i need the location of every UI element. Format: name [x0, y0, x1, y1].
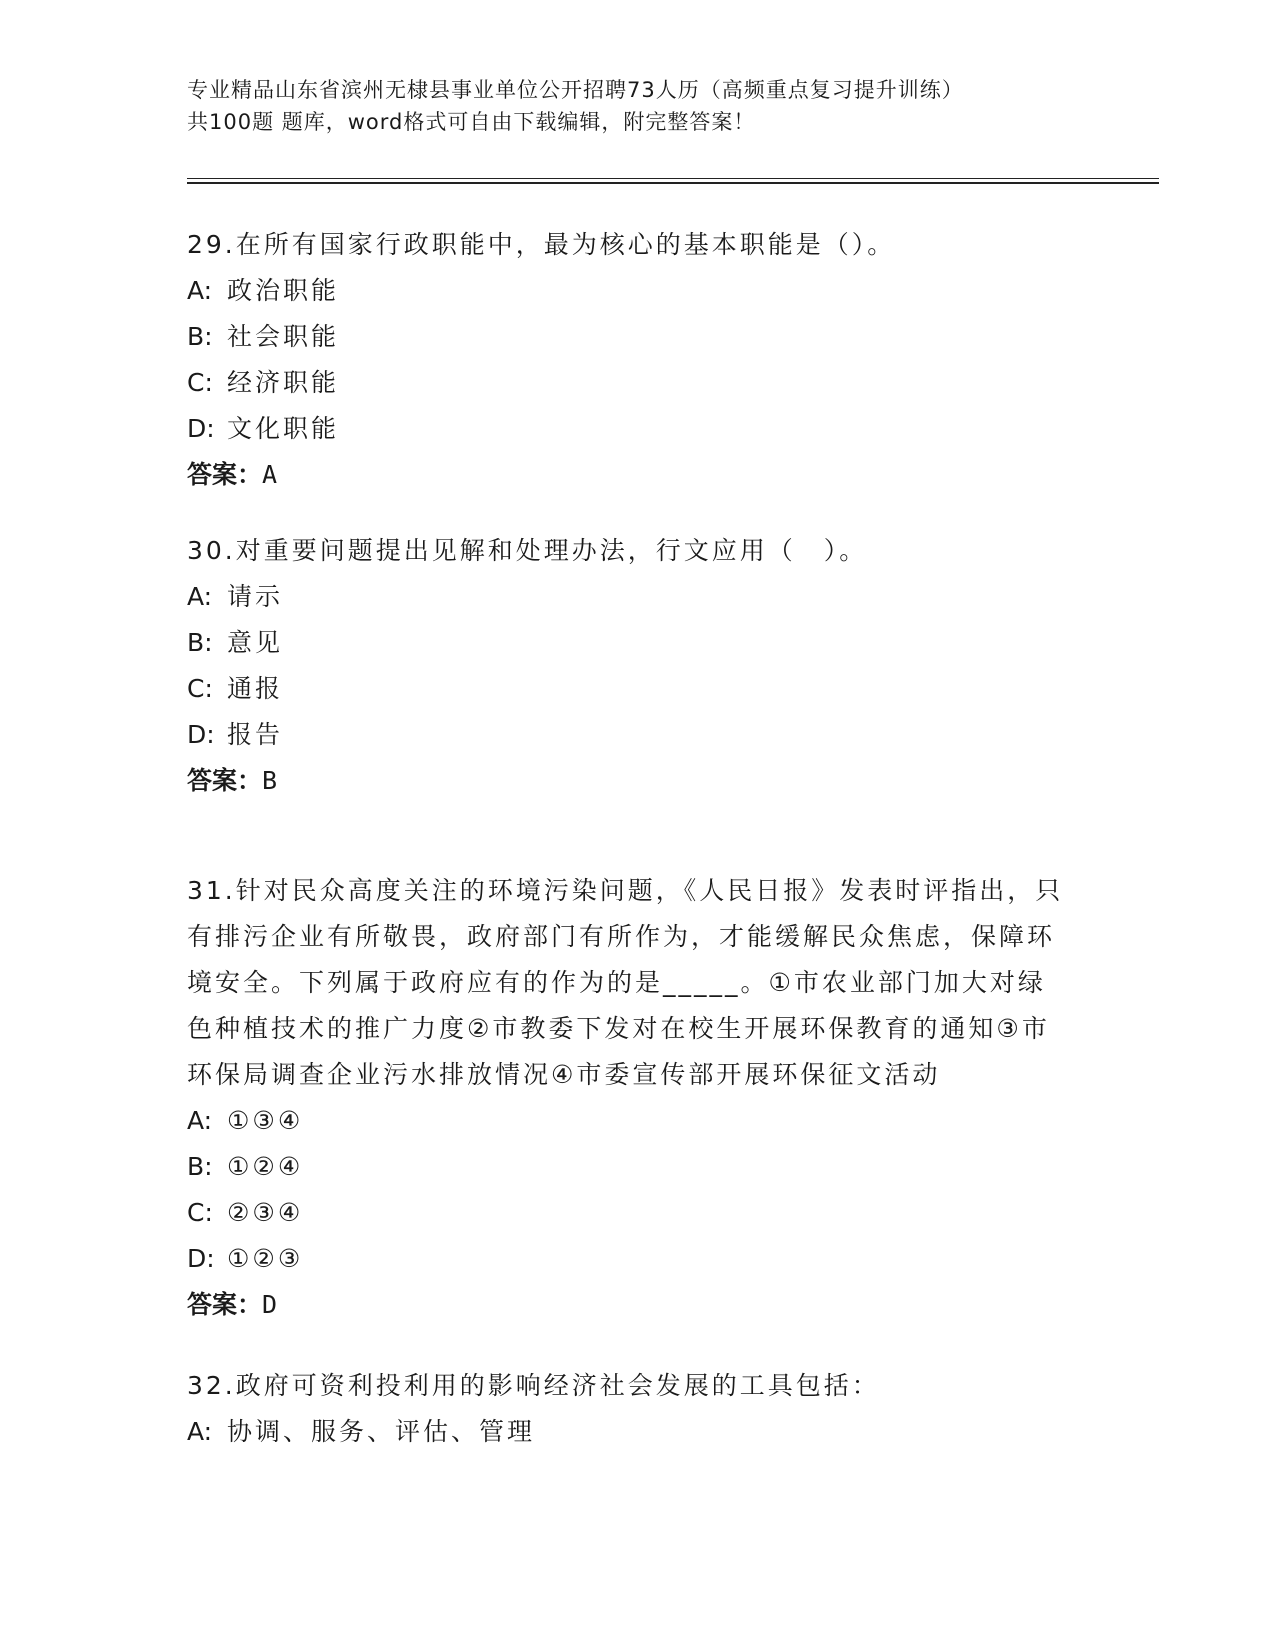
option-key: B:	[187, 628, 213, 657]
option-text: 请示	[227, 582, 284, 611]
option-text: 社会职能	[227, 322, 340, 351]
header-divider-thick	[187, 182, 1159, 184]
option-text: 报告	[227, 720, 284, 749]
question-32	[187, 1363, 1087, 1455]
option-b	[187, 1144, 1067, 1190]
question-stem: 32.政府可资利投利用的影响经济社会发展的工具包括：	[187, 1371, 880, 1400]
header-title-line: 专业精品山东省滨州无棣县事业单位公开招聘73人历（高频重点复习提升训练）	[187, 78, 964, 102]
option-text: 协调、服务、评估、管理	[227, 1417, 536, 1446]
option-key: B:	[187, 1152, 213, 1181]
answer-label: 答案：	[187, 460, 263, 489]
answer-value: B	[262, 766, 278, 795]
header-divider-thin	[187, 178, 1159, 179]
question-stem: 31.针对民众高度关注的环境污染问题，《人民日报》发表时评指出，只有排污企业有所敬畏，政府部门有所作为，才能缓解民众焦虑，保障环境安全。下列属于政府应有的作为的是_____。①市农业部门加大对绿色种植技术的推广力度②市教委下发对在校生开展环保教育的通知③市环保局调查企业污水排放情况④市委宣传部开展环保征文活动	[187, 876, 1064, 1089]
option-key: C:	[187, 674, 213, 703]
answer-value: A	[262, 460, 278, 489]
answer-line	[187, 758, 1087, 804]
option-text: 意见	[227, 628, 284, 657]
page-header	[187, 74, 1087, 138]
option-c	[187, 360, 1087, 406]
answer-value: D	[262, 1290, 278, 1319]
option-key: D:	[187, 1244, 215, 1273]
option-text: ①③④	[227, 1106, 304, 1135]
option-text: 政治职能	[227, 276, 340, 305]
answer-label: 答案：	[187, 766, 263, 795]
option-text: 通报	[227, 674, 284, 703]
answer-line	[187, 1282, 1067, 1328]
option-key: D:	[187, 720, 215, 749]
option-d	[187, 406, 1087, 452]
question-stem: 30.对重要问题提出见解和处理办法，行文应用（ ）。	[187, 536, 868, 565]
option-c	[187, 1190, 1067, 1236]
option-a	[187, 1098, 1067, 1144]
option-key: A:	[187, 582, 213, 611]
option-text: ②③④	[227, 1198, 304, 1227]
question-29	[187, 222, 1087, 498]
option-text: ①②④	[227, 1152, 304, 1181]
header-subtitle-line: 共100题 题库，word格式可自由下载编辑，附完整答案！	[187, 110, 756, 134]
option-key: C:	[187, 1198, 213, 1227]
option-key: A:	[187, 276, 213, 305]
option-text: ①②③	[227, 1244, 304, 1273]
option-key: A:	[187, 1417, 213, 1446]
option-key: B:	[187, 322, 213, 351]
option-a	[187, 1409, 1087, 1455]
option-a	[187, 574, 1087, 620]
option-d	[187, 712, 1087, 758]
question-31	[187, 868, 1067, 1328]
option-key: A:	[187, 1106, 213, 1135]
answer-label: 答案：	[187, 1290, 263, 1319]
option-text: 文化职能	[227, 414, 340, 443]
option-d	[187, 1236, 1067, 1282]
option-text: 经济职能	[227, 368, 340, 397]
option-a	[187, 268, 1087, 314]
option-b	[187, 314, 1087, 360]
option-key: C:	[187, 368, 213, 397]
option-key: D:	[187, 414, 215, 443]
question-stem: 29.在所有国家行政职能中，最为核心的基本职能是（）。	[187, 230, 896, 259]
answer-line	[187, 452, 1087, 498]
option-b	[187, 620, 1087, 666]
question-30	[187, 528, 1087, 804]
option-c	[187, 666, 1087, 712]
